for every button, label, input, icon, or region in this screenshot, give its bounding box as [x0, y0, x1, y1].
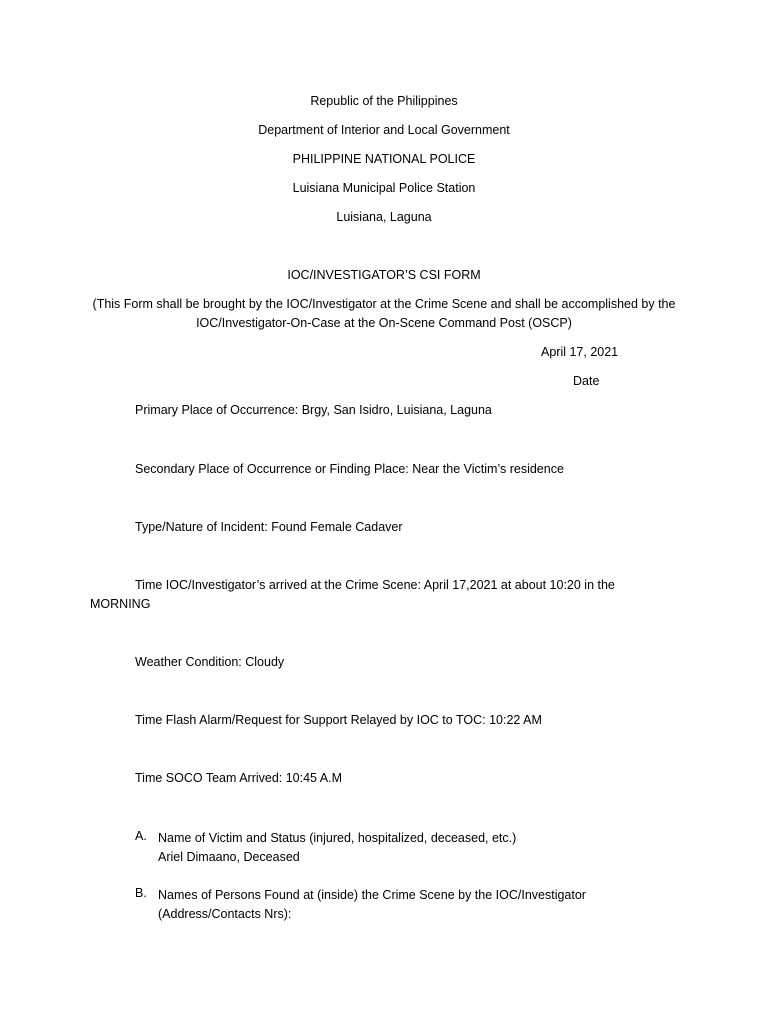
header-department: Department of Interior and Local Government	[258, 123, 510, 137]
persons-found-subtitle: (Address/Contacts Nrs):	[158, 907, 292, 921]
incident-type-field: Type/Nature of Incident: Found Female Cadaver	[135, 520, 403, 534]
arrival-time-continuation: MORNING	[90, 597, 151, 611]
date-value: April 17, 2021	[541, 345, 619, 359]
header-station: Luisiana Municipal Police Station	[292, 181, 476, 195]
form-title: IOC/INVESTIGATOR’S CSI FORM	[287, 268, 481, 282]
arrival-time-field: Time IOC/Investigator’s arrived at the Crime Scene: April 17,2021 at about 10:20 in the	[135, 578, 615, 592]
date-label: Date	[573, 374, 600, 388]
flash-alarm-field: Time Flash Alarm/Request for Support Relayed by IOC to TOC: 10:22 AM	[135, 713, 542, 727]
secondary-place-field: Secondary Place of Occurrence or Finding Place: Near the Victim’s residence	[135, 462, 564, 476]
form-instruction-line1: (This Form shall be brought by the IOC/Investigator at the Crime Scene and shall be accomplished by the	[92, 297, 676, 311]
persons-found-label: Names of Persons Found at (inside) the Crime Scene by the IOC/Investigator	[158, 888, 586, 902]
victim-label: Name of Victim and Status (injured, hospitalized, deceased, etc.)	[158, 831, 517, 845]
primary-place-field: Primary Place of Occurrence: Brgy, San Isidro, Luisiana, Laguna	[135, 403, 492, 417]
form-instruction-line2: IOC/Investigator-On-Case at the On-Scene Command Post (OSCP)	[196, 316, 572, 330]
soco-arrival-field: Time SOCO Team Arrived: 10:45 A.M	[135, 771, 343, 785]
victim-value: Ariel Dimaano, Deceased	[158, 850, 300, 864]
header-pnp: PHILIPPINE NATIONAL POLICE	[292, 152, 476, 166]
weather-field: Weather Condition: Cloudy	[135, 655, 285, 669]
list-marker: A.	[135, 829, 147, 843]
header-republic: Republic of the Philippines	[310, 94, 458, 108]
header-location: Luisiana, Laguna	[336, 210, 432, 224]
list-marker: B.	[135, 886, 147, 900]
